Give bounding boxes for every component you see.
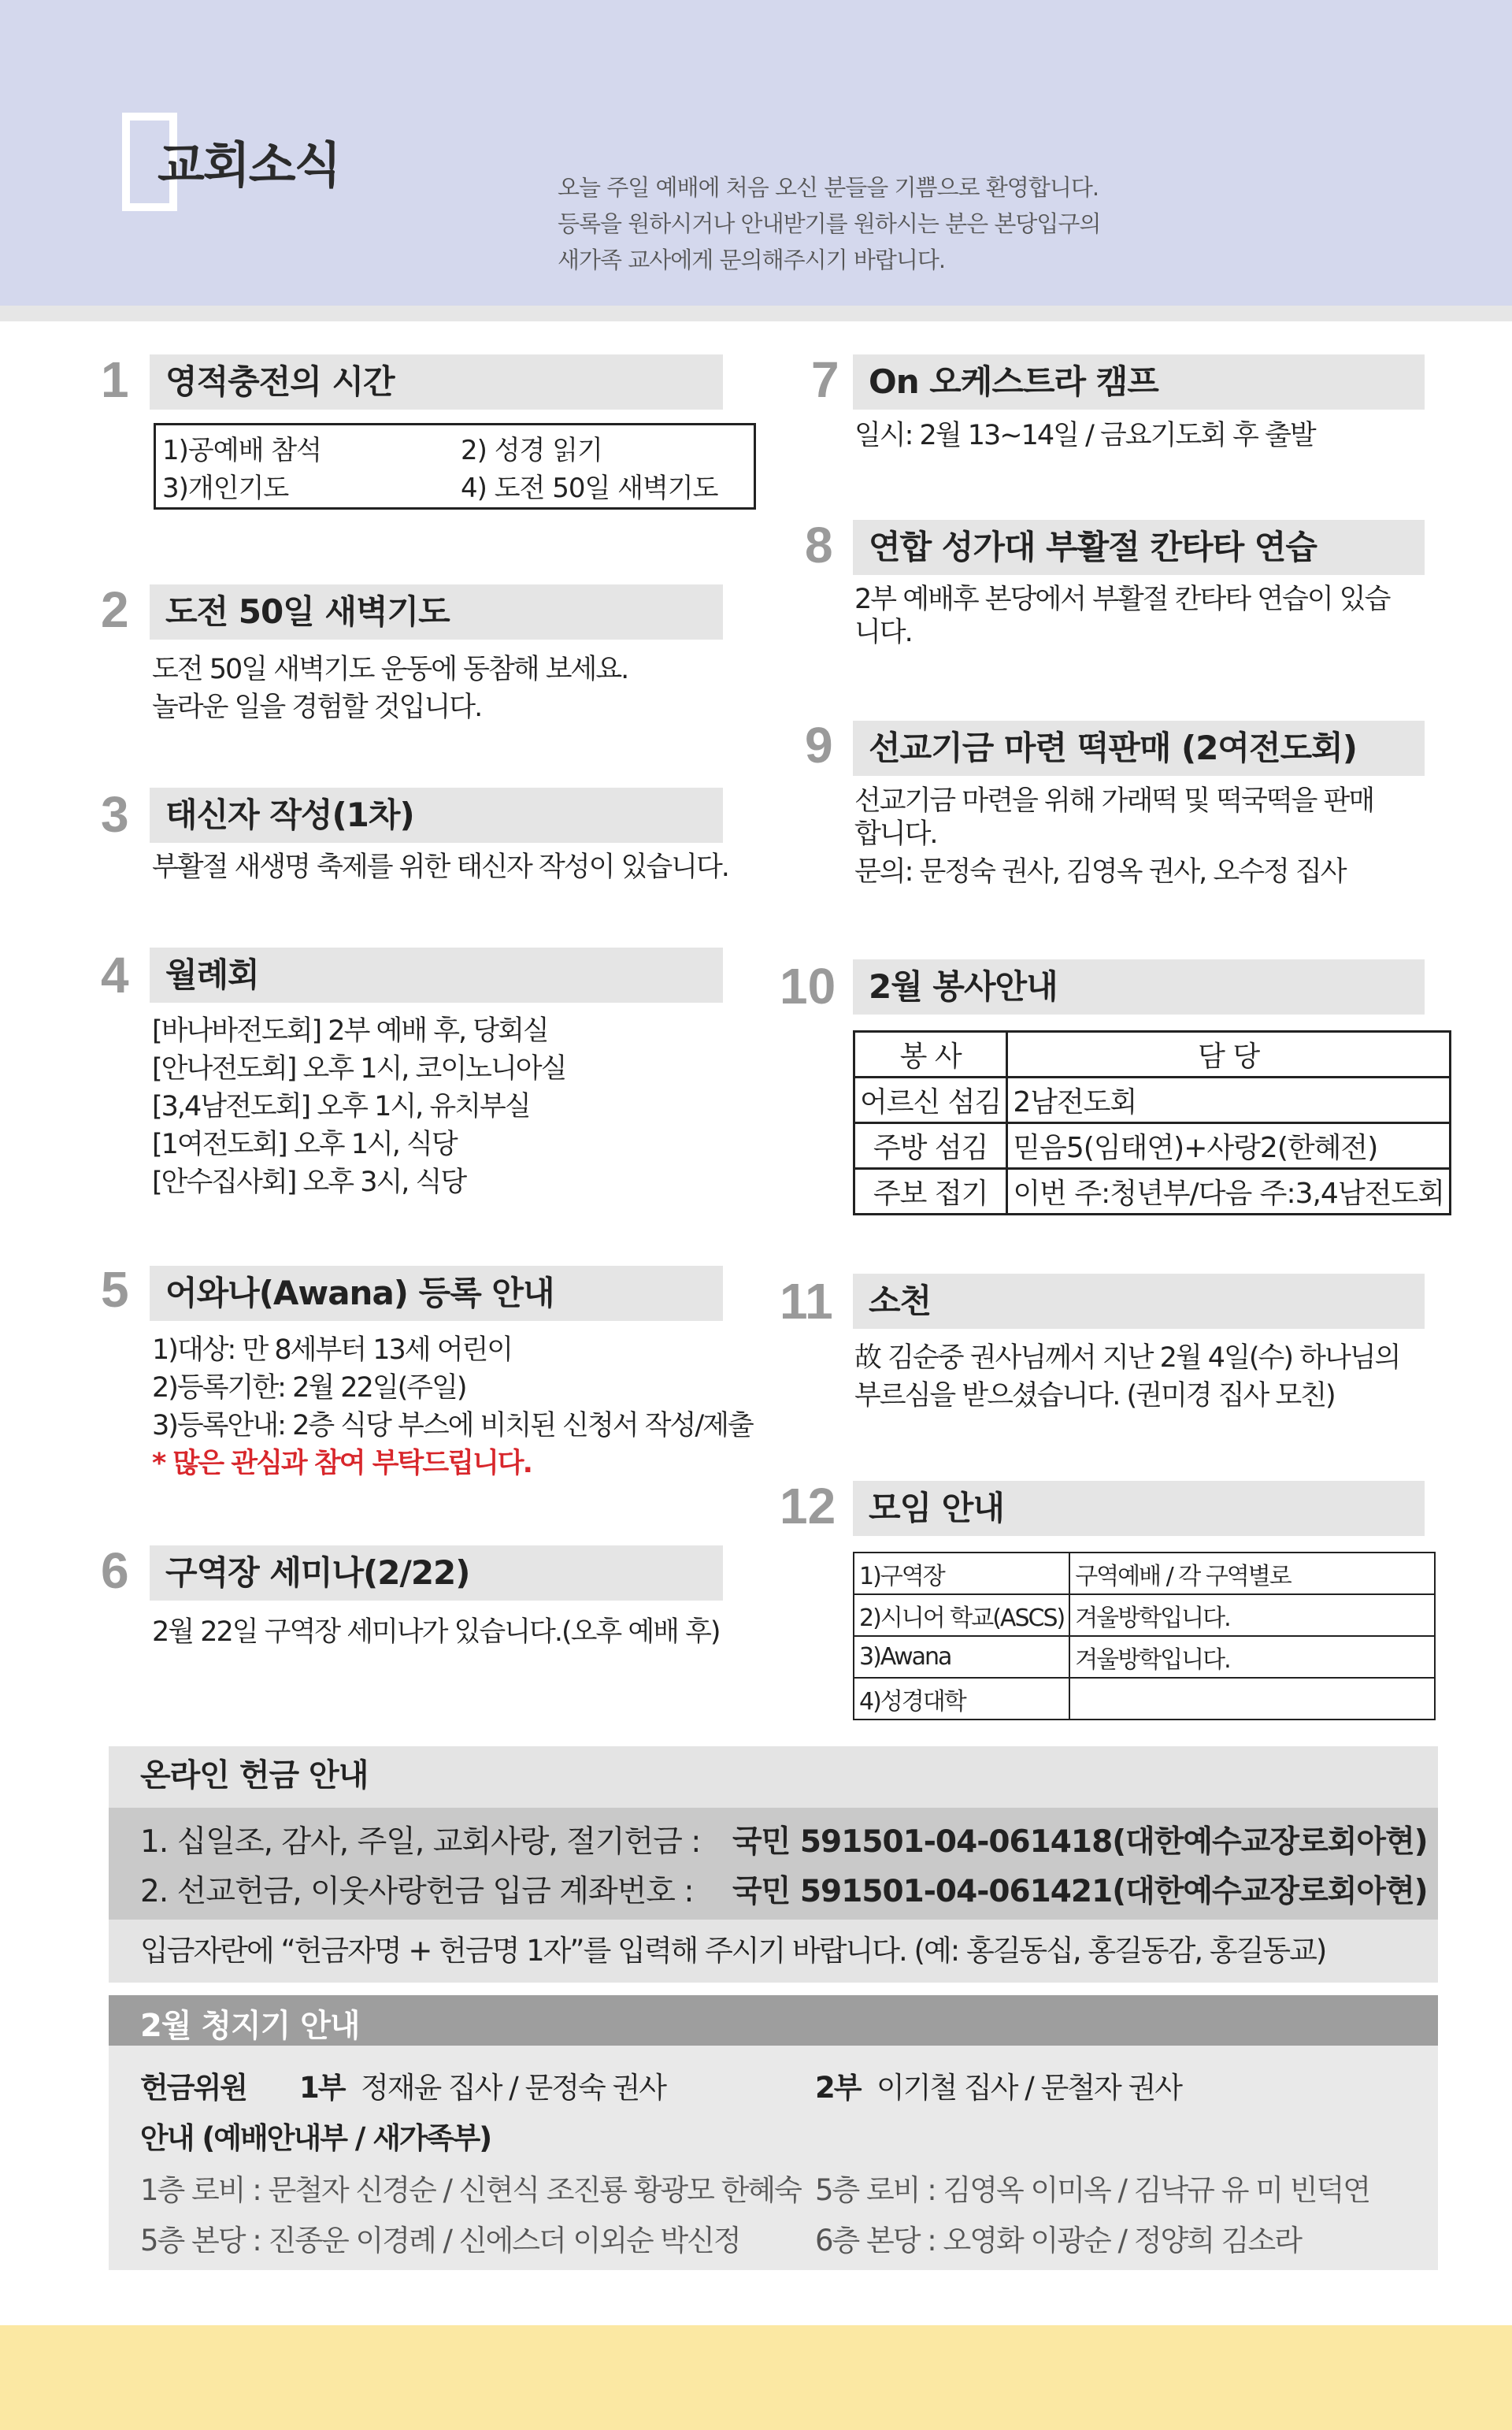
account-number: 국민 591501-04-061418(대한예수교장로회아현) bbox=[732, 1824, 1428, 1860]
table-cell: 주보 접기 bbox=[854, 1169, 1007, 1215]
table-cell: 2)시니어 학교(ASCS) bbox=[854, 1594, 1069, 1636]
section-title: 어와나(Awana) 등록 안내 bbox=[150, 1266, 723, 1321]
table-header-cell: 봉 사 bbox=[854, 1032, 1007, 1078]
body-line: 故 김순중 권사님께서 지난 2월 4일(수) 하나님의 bbox=[854, 1342, 1400, 1374]
section-body bbox=[152, 1331, 753, 1482]
body-line: 3)등록안내: 2층 식당 부스에 비치된 신청서 작성/제출 bbox=[152, 1410, 753, 1441]
section-body bbox=[152, 1012, 565, 1201]
section-body bbox=[854, 417, 1315, 454]
service-schedule-table bbox=[853, 1030, 1451, 1215]
checklist-item: 1)공예배 참석 bbox=[162, 435, 321, 466]
account-label: 2. 선교헌금, 이웃사랑헌금 입금 계좌번호 : bbox=[140, 1874, 694, 1909]
body-line: 1)대상: 만 8세부터 13세 어린이 bbox=[152, 1334, 513, 1366]
section-number: 9 bbox=[805, 717, 833, 774]
section-body bbox=[152, 651, 628, 726]
body-line: [안수집사회] 오후 3시, 식당 bbox=[152, 1167, 466, 1198]
body-line: 문의: 문정숙 권사, 김영옥 권사, 오수정 집사 bbox=[854, 856, 1346, 888]
body-line: 놀라운 일을 경험할 것입니다. bbox=[152, 692, 482, 723]
table-cell: 겨울방학입니다. bbox=[1069, 1636, 1435, 1678]
body-line: [1여전도회] 오후 1시, 식당 bbox=[152, 1129, 457, 1160]
stewards-title: 2월 청지기 안내 bbox=[140, 2008, 360, 2044]
floor-assignment: 5층 본당 : 진종운 이경례 / 신에스더 이외순 박신정 bbox=[140, 2224, 740, 2257]
online-offering-title: 온라인 헌금 안내 bbox=[140, 1757, 369, 1794]
checklist-item: 2) 성경 읽기 bbox=[461, 435, 602, 466]
offering-names: 정재윤 집사 / 문정숙 권사 bbox=[361, 2071, 665, 2105]
table-cell: 어르신 섬김 bbox=[854, 1078, 1007, 1123]
floor-assignment: 1층 로비 : 문철자 신경순 / 신현식 조진룡 황광모 한혜숙 bbox=[140, 2173, 801, 2207]
highlight-note: * 많은 관심과 참여 부탁드립니다. bbox=[152, 1448, 532, 1479]
table-cell: 구역예배 / 각 구역별로 bbox=[1069, 1553, 1435, 1594]
body-line: 일시: 2월 13~14일 / 금요기도회 후 출발 bbox=[854, 420, 1315, 451]
welcome-line: 오늘 주일 예배에 처음 오신 분들을 기쁨으로 환영합니다. bbox=[558, 174, 1099, 201]
section-title: On 오케스트라 캠프 bbox=[853, 354, 1425, 410]
section-body bbox=[152, 848, 728, 886]
table-cell: 3)Awana bbox=[854, 1636, 1069, 1678]
account-number: 국민 591501-04-061421(대한예수교장로회아현) bbox=[732, 1874, 1428, 1909]
page-title: 교회소식 bbox=[158, 136, 340, 194]
table-row bbox=[854, 1078, 1451, 1123]
body-line: 2월 22일 구역장 세미나가 있습니다.(오후 예배 후) bbox=[152, 1616, 720, 1648]
section-body bbox=[854, 581, 1389, 651]
section-title: 도전 50일 새벽기도 bbox=[150, 584, 723, 640]
section-body bbox=[152, 1613, 720, 1651]
table-row bbox=[854, 1123, 1451, 1169]
section-number: 12 bbox=[780, 1478, 836, 1534]
meetings-table bbox=[853, 1552, 1436, 1720]
deposit-note: 입금자란에 “헌금자명 + 헌금명 1자”를 입력해 주시기 바랍니다. (예: 홍길동십, 홍길동감, 홍길동교) bbox=[140, 1934, 1326, 1968]
body-line: 선교기금 마련을 위해 가래떡 및 떡국떡을 판매 bbox=[854, 785, 1374, 817]
section-number: 4 bbox=[101, 947, 129, 1004]
section-number: 6 bbox=[101, 1542, 129, 1599]
body-line: 2)등록기한: 2월 22일(주일) bbox=[152, 1372, 466, 1404]
section-body bbox=[854, 782, 1373, 891]
table-cell: 주방 섬김 bbox=[854, 1123, 1007, 1169]
section-title: 연합 성가대 부활절 칸타타 연습 bbox=[853, 520, 1425, 575]
footer-band bbox=[0, 2325, 1512, 2430]
section-number: 1 bbox=[101, 351, 129, 408]
welcome-text bbox=[558, 169, 1100, 278]
floor-assignment: 6층 본당 : 오영화 이광순 / 정양희 김소라 bbox=[815, 2224, 1301, 2257]
floor-assignment: 5층 로비 : 김영옥 이미옥 / 김낙규 유 미 빈덕연 bbox=[815, 2173, 1369, 2207]
header-divider bbox=[0, 306, 1512, 321]
body-line: [안나전도회] 오후 1시, 코이노니아실 bbox=[152, 1053, 566, 1085]
welcome-line: 새가족 교사에게 문의해주시기 바랍니다. bbox=[558, 247, 946, 273]
table-cell bbox=[1069, 1678, 1435, 1720]
table-row bbox=[854, 1678, 1435, 1720]
table-cell: 믿음5(임태연)+사랑2(한혜전) bbox=[1007, 1123, 1451, 1169]
body-line: 도전 50일 새벽기도 운동에 동참해 보세요. bbox=[152, 654, 628, 685]
table-cell: 2남전도회 bbox=[1007, 1078, 1451, 1123]
offering-committee-label: 헌금위원 bbox=[140, 2071, 246, 2105]
section-number: 8 bbox=[805, 517, 833, 573]
section-title: 영적충전의 시간 bbox=[150, 354, 723, 410]
body-line: 부활절 새생명 축제를 위한 태신자 작성이 있습니다. bbox=[152, 851, 728, 883]
checklist-item: 3)개인기도 bbox=[162, 473, 289, 504]
service-part-label: 2부 bbox=[815, 2071, 861, 2105]
account-label: 1. 십일조, 감사, 주일, 교회사랑, 절기헌금 : bbox=[140, 1824, 701, 1860]
section-number: 10 bbox=[780, 958, 836, 1015]
table-cell: 4)성경대학 bbox=[854, 1678, 1069, 1720]
section-title: 월례회 bbox=[150, 948, 723, 1003]
table-row bbox=[854, 1553, 1435, 1594]
section-number: 2 bbox=[101, 581, 129, 638]
section-number: 3 bbox=[101, 786, 129, 843]
welcome-line: 등록을 원하시거나 안내받기를 원하시는 분은 본당입구의 bbox=[558, 210, 1101, 237]
body-line: 부르심을 받으셨습니다. (권미경 집사 모친) bbox=[854, 1380, 1335, 1412]
body-line: [3,4남전도회] 오후 1시, 유치부실 bbox=[152, 1091, 530, 1122]
guide-label: 안내 (예배안내부 / 새가족부) bbox=[140, 2121, 491, 2155]
service-part-label: 1부 bbox=[299, 2071, 345, 2105]
table-cell: 겨울방학입니다. bbox=[1069, 1594, 1435, 1636]
table-row bbox=[854, 1594, 1435, 1636]
table-cell: 1)구역장 bbox=[854, 1553, 1069, 1594]
body-line: 2부 예배후 본당에서 부활절 칸타타 연습이 있습 bbox=[854, 584, 1390, 615]
body-line: 니다. bbox=[854, 617, 912, 648]
section-title: 모임 안내 bbox=[853, 1481, 1425, 1536]
offering-names: 이기철 집사 / 문철자 권사 bbox=[876, 2071, 1181, 2105]
body-line: [바나바전도회] 2부 예배 후, 당회실 bbox=[152, 1015, 548, 1047]
section-number: 5 bbox=[101, 1261, 129, 1318]
table-header-row bbox=[854, 1032, 1451, 1078]
section-title: 태신자 작성(1차) bbox=[150, 788, 723, 843]
section-title: 소천 bbox=[853, 1274, 1425, 1329]
section-title: 구역장 세미나(2/22) bbox=[150, 1545, 723, 1601]
section-body bbox=[854, 1339, 1399, 1415]
section-number: 7 bbox=[811, 351, 839, 408]
section-number: 11 bbox=[780, 1273, 833, 1330]
table-cell: 이번 주:청년부/다음 주:3,4남전도회 bbox=[1007, 1169, 1451, 1215]
body-line: 합니다. bbox=[854, 818, 937, 850]
section-title: 선교기금 마련 떡판매 (2여전도회) bbox=[853, 721, 1425, 776]
table-row bbox=[854, 1636, 1435, 1678]
table-row bbox=[854, 1169, 1451, 1215]
checklist-item: 4) 도전 50일 새벽기도 bbox=[461, 473, 718, 504]
section-title: 2월 봉사안내 bbox=[853, 959, 1425, 1015]
table-header-cell: 담 당 bbox=[1007, 1032, 1451, 1078]
spiritual-checklist-box bbox=[154, 423, 756, 510]
